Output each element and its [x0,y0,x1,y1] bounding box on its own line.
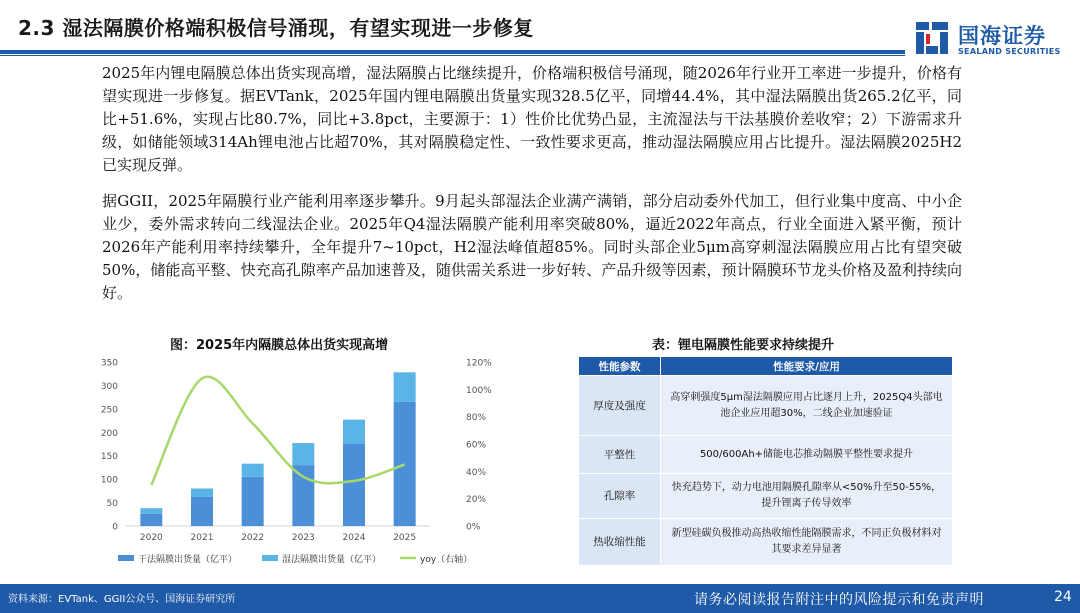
table-cell-param: 孔隙率 [579,474,661,519]
company-logo [914,20,1074,60]
y-tick-label: 250 [100,405,118,416]
y-tick-label: 100 [100,475,118,486]
logo-mark-icon [914,20,950,56]
logo-text-en: SEALAND SECURITIES [958,47,1061,56]
table-cell-param: 平整性 [579,436,661,474]
y2-tick-label: 20% [466,495,487,506]
legend-swatch-wet [262,555,278,561]
y2-tick-label: 120% [466,358,492,369]
y-tick-label: 150 [100,452,118,463]
y-tick-label: 200 [100,428,118,439]
y2-tick-label: 80% [466,413,487,424]
y-tick-label: 50 [106,499,118,510]
legend-swatch-dry [118,555,134,561]
y-tick-label: 300 [100,381,118,392]
bar-wet-2024 [343,420,365,444]
x-tick-label: 2024 [342,533,366,543]
bar-dry-2021 [191,497,213,526]
y2-tick-label: 40% [466,467,487,478]
shipment-chart [92,354,492,572]
table-title: 表：锂电隔膜性能要求持续提升 [652,338,835,353]
bar-wet-2021 [191,489,213,497]
paragraph-utilization: 据GGII，2025年隔膜行业产能利用率逐步攀升。9月起头部湿法企业满产满销，部分启动委外代加工，但行业集中度高、中小企业少，委外需求转向二线湿法企业。2025年Q4湿法隔膜产能利用率突破80%，逼近2022年高点，行业全面进入紧平衡，预计2026年产能利用率持续攀升，全年提升7~10pct，H2湿法峰值超85%。同时头部企业5μm高穿刺湿法隔膜应用占比有望突破50%，储能高平整、快充高孔隙率产品加速普及，随供需关系进一步好转、产品升级等因素，预计隔膜环节龙头价格及盈利持续向好。 [102,192,962,302]
chart-title: 图：2025年内隔膜总体出货实现高增 [170,338,389,353]
y2-tick-label: 100% [466,385,492,396]
bar-wet-2023 [292,443,314,465]
x-tick-label: 2022 [241,533,265,543]
bar-dry-2025 [394,402,416,526]
table-row [579,436,953,474]
legend-label-wet: 湿法隔膜出货量（亿平） [282,555,382,565]
yoy-line [151,377,404,485]
title-divider [0,50,905,54]
bar-wet-2022 [242,464,264,477]
table-cell-param: 厚度及强度 [579,376,661,436]
table-row [579,474,953,519]
table-cell-requirement: 快充趋势下，动力电池用隔膜孔隙率从<50%升至50-55%，提升锂离子传导效率 [661,474,953,519]
table-cell-requirement: 新型硅碳负极推动高热收缩性能隔膜需求，不同正负极材料对其要求差异显著 [661,519,953,566]
bar-dry-2023 [292,465,314,526]
bar-dry-2020 [140,514,162,526]
table-cell-param: 热收缩性能 [579,519,661,566]
legend-label-dry: 干法隔膜出货量（亿平） [138,555,238,565]
y-tick-label: 0 [112,522,118,533]
header-requirement: 性能要求/应用 [661,357,953,376]
bar-wet-2025 [394,372,416,402]
title-divider-thin [0,55,905,56]
table-row [579,376,953,436]
table-cell-requirement: 高穿刺强度5μm湿法隔膜应用占比逐月上升，2025Q4头部电池企业应用超30%，二线企业加速验证 [661,376,953,436]
page-title: 2.3 湿法隔膜价格端积极信号涌现，有望实现进一步修复 [18,16,534,40]
bar-dry-2022 [242,477,264,526]
paragraph-shipments: 2025年内锂电隔膜总体出货实现高增，湿法隔膜占比继续提升，价格端积极信号涌现，随2026年行业开工率进一步提升，价格有望实现进一步修复。据EVTank，2025年国内锂电隔膜出货量实现328.5亿平，同增44.4%，其中湿法隔膜出货265.2亿平，同比+51.6%，实现占比80.7%，同比+3.8pct，主要源于：1）性价比优势凸显，主流湿法与干法基膜价差收窄；2）下游需求升级，如储能领域314Ah锂电池占比超70%，其对隔膜稳定性、一致性要求更高，推动湿法隔膜应用占比提升。湿法隔膜2025H2已实现反弹。 [102,64,962,174]
x-tick-label: 2020 [139,533,163,543]
legend-label-yoy: yoy（右轴） [420,555,473,565]
page-number: 24 [1054,589,1072,605]
y-tick-label: 350 [100,358,118,369]
bar-dry-2024 [343,444,365,526]
y2-tick-label: 60% [466,440,487,451]
disclaimer-link[interactable]: 请务必阅读报告附注中的风险提示和免责声明 [694,592,984,608]
y2-tick-label: 0% [466,522,481,533]
table-row [579,519,953,566]
table-cell-requirement: 500/600Ah+储能电芯推动隔膜平整性要求提升 [661,436,953,474]
x-tick-label: 2023 [291,533,315,543]
header-param: 性能参数 [579,357,661,376]
source-note: 资料来源：EVTank、GGII公众号、国海证券研究所 [8,594,236,605]
performance-table [578,356,953,566]
bar-wet-2020 [140,508,162,514]
table-header-row [579,357,953,376]
x-tick-label: 2021 [190,533,214,543]
logo-text-cn: 国海证券 [958,24,1046,48]
x-tick-label: 2025 [393,533,417,543]
